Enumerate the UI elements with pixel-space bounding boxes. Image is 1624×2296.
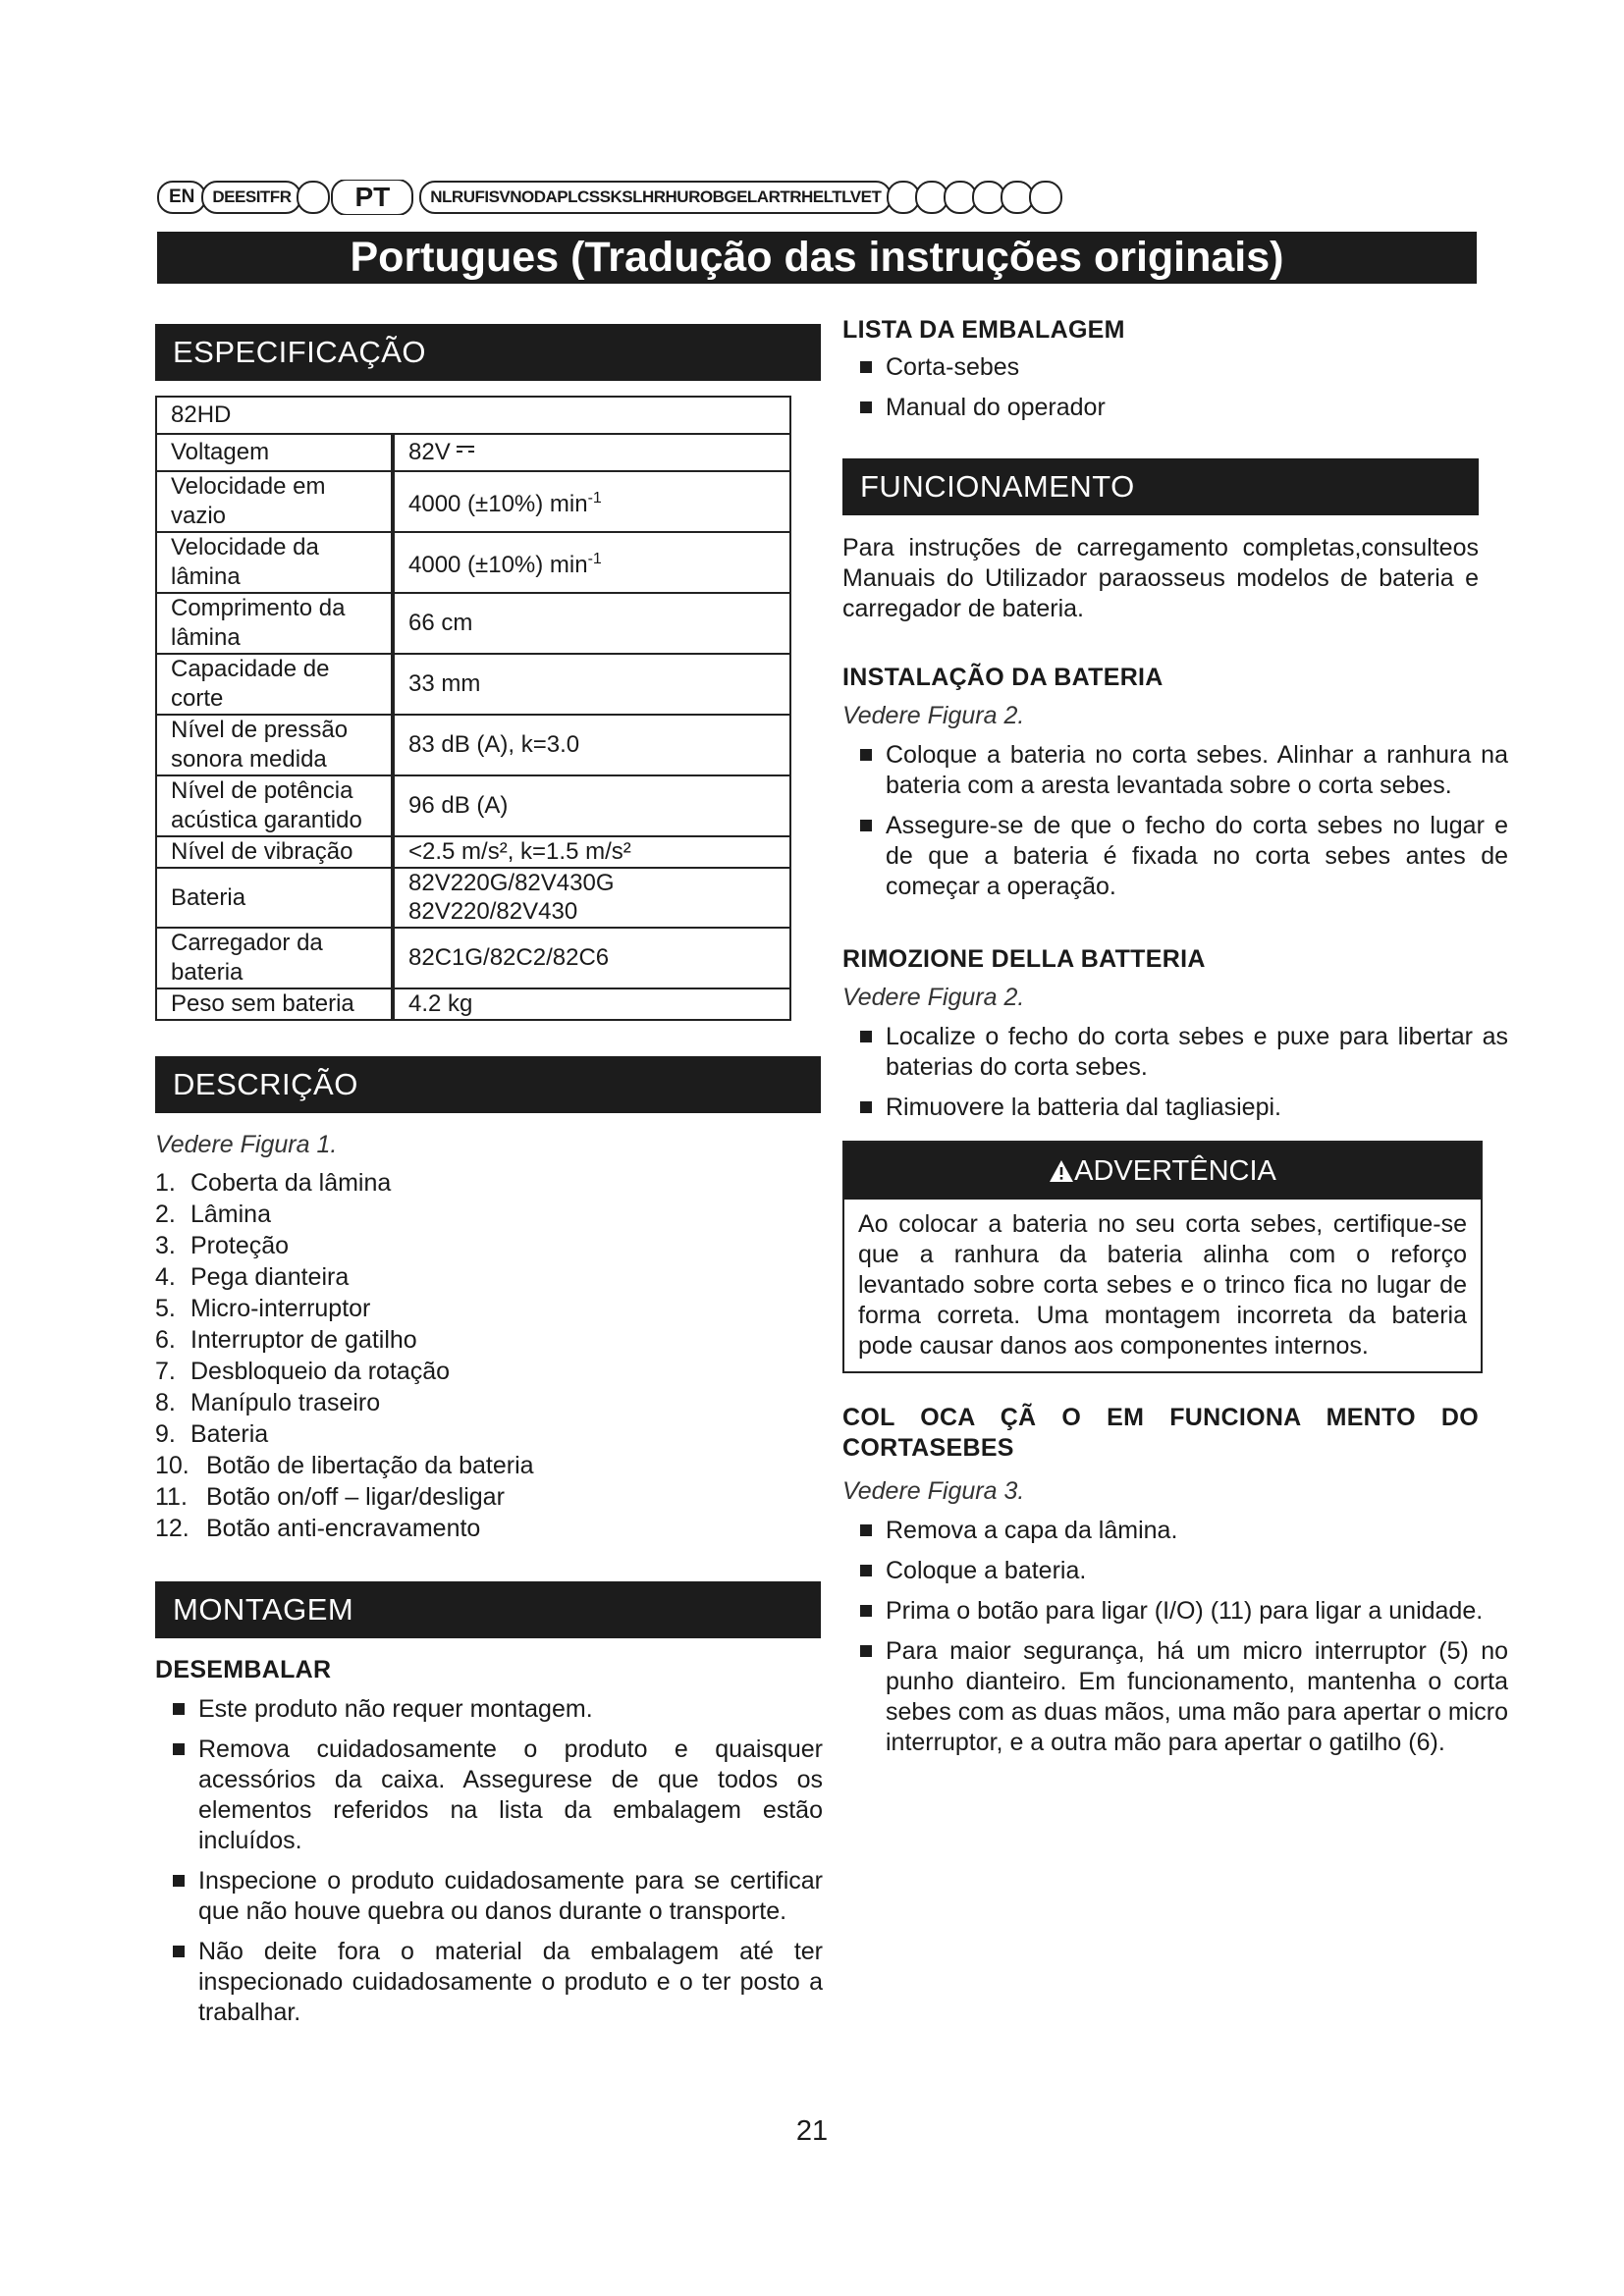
lista-heading: LISTA DA EMBALAGEM (842, 316, 1125, 344)
spec-value-text: 4.2 kg (408, 990, 473, 1017)
bullet-item: Não deite fora o material da embalagem até ter inspecionado cuidadosamente o produto e o ter posto a trabalhar. (155, 1937, 823, 2028)
spec-value (393, 775, 790, 836)
funcionamento-intro: Para instruções de carregamento completas,consulteos Manuais do Utilizador paraosseus modelos de bateria e carregador de bateria. (842, 534, 1479, 622)
language-tab-active[interactable]: PT (331, 180, 413, 215)
bullet-item: Manual do operador (842, 393, 1510, 423)
bullet-item: Remova cuidadosamente o produto e quaisquer acessórios da caixa. Assegurese de que todos os elementos referidos na lista da embalagem estão incluídos. (155, 1735, 823, 1856)
spec-value-text: <2.5 m/s², k=1.5 m/s² (408, 838, 631, 865)
bullet-item: Corta-sebes (842, 352, 1510, 383)
language-tab[interactable]: NLRUFISVNODAPLCSSKSLHRHUROBGELARTRHELTLVET (419, 181, 892, 214)
instalacao-figure-ref: Vedere Figura 2. (842, 702, 1025, 729)
lista-list (842, 352, 1510, 423)
list-item-text: Desbloqueio da rotação (190, 1358, 451, 1385)
warning-text: Ao colocar a bateria no seu corta sebes, certifique-se que a ranhura da bateria alinha com o reforço levantado sobre corta sebes e o trinco fica no lugar de forma correta. Uma montagem incorreta da bateria pode causar danos aos componentes internos. (858, 1210, 1467, 1360)
language-tab[interactable] (1029, 181, 1062, 214)
list-item (155, 1513, 821, 1544)
list-item-text: Lâmina (190, 1201, 271, 1228)
bullet-item: Localize o fecho do corta sebes e puxe para libertar as baterias do corta sebes. (842, 1022, 1508, 1083)
bullet-item: Inspecione o produto cuidadosamente para se certificar que não houve quebra ou danos durante o transporte. (155, 1866, 823, 1927)
spec-label: Velocidade em vazio (156, 471, 393, 532)
spec-value (393, 471, 790, 532)
list-item-text: Botão on/off – ligar/desligar (206, 1483, 505, 1511)
spec-label: Carregador da bateria (156, 928, 393, 988)
left-column (155, 324, 821, 2028)
spec-value-exponent: -1 (587, 490, 602, 507)
list-item (155, 1199, 821, 1230)
list-item-number: 3. (155, 1232, 176, 1259)
spec-row (156, 988, 790, 1020)
spec-row (156, 434, 790, 471)
list-item-number: 10. (155, 1452, 189, 1479)
spec-value (393, 836, 790, 868)
rimozione-figure-ref: Vedere Figura 2. (842, 984, 1025, 1011)
colocacao-list (842, 1516, 1508, 1758)
spec-value-exponent: -1 (587, 551, 602, 567)
funcionamento-heading: FUNCIONAMENTO (842, 458, 1479, 515)
bullet-item: Este produto não requer montagem. (155, 1694, 823, 1725)
list-item (155, 1481, 821, 1513)
spec-row (156, 715, 790, 775)
warning-box (842, 1141, 1483, 1373)
spec-value-text: 83 dB (A), k=3.0 (408, 731, 580, 758)
spec-model: 82HD (156, 397, 790, 434)
warning-title: ADVERTÊNCIA (1074, 1155, 1276, 1187)
list-item-text: Bateria (190, 1420, 269, 1448)
spec-value-text: 82V (408, 439, 451, 465)
page-number: 21 (795, 2115, 829, 2147)
list-item (155, 1293, 821, 1324)
bullet-item: Coloque a bateria no corta sebes. Alinhar a ranhura na bateria com a aresta levantada sobre o corta sebes. (842, 740, 1508, 801)
list-item-text: Proteção (190, 1232, 290, 1259)
spec-label: Capacidade de corte (156, 654, 393, 715)
spec-value (393, 868, 790, 928)
language-tab[interactable]: DEESITFR (201, 181, 301, 214)
rimozione-list (842, 1022, 1508, 1123)
spec-value-text: 66 cm (408, 610, 473, 636)
spec-row (156, 928, 790, 988)
spec-value (393, 715, 790, 775)
spec-label: Peso sem bateria (156, 988, 393, 1020)
list-item-text: Coberta da lâmina (190, 1169, 392, 1197)
list-item (155, 1261, 821, 1293)
spec-label: Bateria (156, 868, 393, 928)
spec-label: Nível de pressão sonora medida (156, 715, 393, 775)
list-item (155, 1387, 821, 1418)
bullet-item: Prima o botão para ligar (I/O) (11) para ligar a unidade. (842, 1596, 1508, 1627)
desembalar-list (155, 1694, 823, 2028)
spec-label: Velocidade da lâmina (156, 532, 393, 593)
list-item-text: Manípulo traseiro (190, 1389, 381, 1416)
bullet-item: Para maior segurança, há um micro interruptor (5) no punho dianteiro. Em funcionamento, mantenha o corta sebes com as duas mãos, uma mão para apertar o micro interruptor, e a outra mão para apertar o gatilho (6). (842, 1636, 1508, 1758)
spec-row (156, 654, 790, 715)
list-item-number: 5. (155, 1295, 176, 1322)
spec-value (393, 532, 790, 593)
spec-table (155, 396, 791, 1021)
list-item-text: Micro-interruptor (190, 1295, 371, 1322)
spec-row (156, 532, 790, 593)
direct-current-icon (457, 446, 474, 455)
spec-value (393, 928, 790, 988)
spec-value (393, 593, 790, 654)
instalacao-list (842, 740, 1508, 902)
spec-row (156, 775, 790, 836)
spec-heading: ESPECIFICAÇÃO (155, 324, 821, 381)
instalacao-heading: INSTALAÇÃO DA BATERIA (842, 664, 1164, 691)
warning-triangle-icon (1049, 1159, 1074, 1183)
spec-label: Nível de potência acústica garantido (156, 775, 393, 836)
language-tab[interactable]: EN (157, 181, 206, 214)
bullet-item: Rimuovere la batteria dal tagliasiepi. (842, 1093, 1508, 1123)
list-item-text: Pega dianteira (190, 1263, 350, 1291)
list-item-text: Botão anti-encravamento (206, 1515, 481, 1542)
descricao-figure-ref: Vedere Figura 1. (155, 1131, 338, 1158)
spec-value-text: 4000 (±10%) min (408, 491, 588, 517)
list-item-number: 6. (155, 1326, 176, 1354)
spec-row (156, 836, 790, 868)
spec-value-text: 82C1G/82C2/82C6 (408, 944, 610, 971)
spec-model-row (156, 397, 790, 434)
list-item-number: 11. (155, 1483, 188, 1511)
spec-value-text: 4000 (±10%) min (408, 552, 588, 578)
list-item (155, 1167, 821, 1199)
spec-value (393, 434, 790, 471)
list-item (155, 1356, 821, 1387)
list-item-number: 2. (155, 1201, 176, 1228)
montagem-heading: MONTAGEM (155, 1581, 821, 1638)
spec-value (393, 988, 790, 1020)
list-item (155, 1230, 821, 1261)
spec-value-text: 33 mm (408, 670, 481, 697)
language-tabs (157, 180, 1478, 215)
list-item (155, 1418, 821, 1450)
list-item-text: Interruptor de gatilho (190, 1326, 417, 1354)
list-item (155, 1450, 821, 1481)
page-title: Portugues (Tradução das instruções originais) (157, 232, 1477, 284)
list-item-number: 7. (155, 1358, 176, 1385)
colocacao-heading: COL OCA ÇÃ O EM FUNCIONA MENTO DO CORTASEBES (842, 1404, 1479, 1462)
spec-row (156, 593, 790, 654)
spec-label: Voltagem (156, 434, 393, 471)
desembalar-heading: DESEMBALAR (155, 1656, 332, 1683)
list-item-number: 4. (155, 1263, 176, 1291)
list-item-number: 1. (155, 1169, 176, 1197)
spec-label: Comprimento da lâmina (156, 593, 393, 654)
spec-value (393, 654, 790, 715)
bullet-item: Remova a capa da lâmina. (842, 1516, 1508, 1546)
spec-value-text: 96 dB (A) (408, 792, 509, 819)
spec-row (156, 868, 790, 928)
warning-header (844, 1143, 1481, 1200)
list-item (155, 1324, 821, 1356)
list-item-number: 9. (155, 1420, 176, 1448)
bullet-item: Assegure-se de que o fecho do corta sebes no lugar e de que a bateria é fixada no corta sebes antes de começar a operação. (842, 811, 1508, 902)
colocacao-figure-ref: Vedere Figura 3. (842, 1477, 1025, 1505)
bullet-item: Coloque a bateria. (842, 1556, 1508, 1586)
language-tab[interactable] (297, 181, 330, 214)
spec-value-text: 82V220G/82V430G 82V220/82V430 (408, 870, 615, 925)
list-item-number: 8. (155, 1389, 176, 1416)
spec-row (156, 471, 790, 532)
parts-list (155, 1167, 821, 1544)
descricao-heading: DESCRIÇÃO (155, 1056, 821, 1113)
list-item-number: 12. (155, 1515, 189, 1542)
list-item-text: Botão de libertação da bateria (206, 1452, 534, 1479)
spec-label: Nível de vibração (156, 836, 393, 868)
right-column (842, 316, 1510, 1758)
rimozione-heading: RIMOZIONE DELLA BATTERIA (842, 945, 1206, 973)
